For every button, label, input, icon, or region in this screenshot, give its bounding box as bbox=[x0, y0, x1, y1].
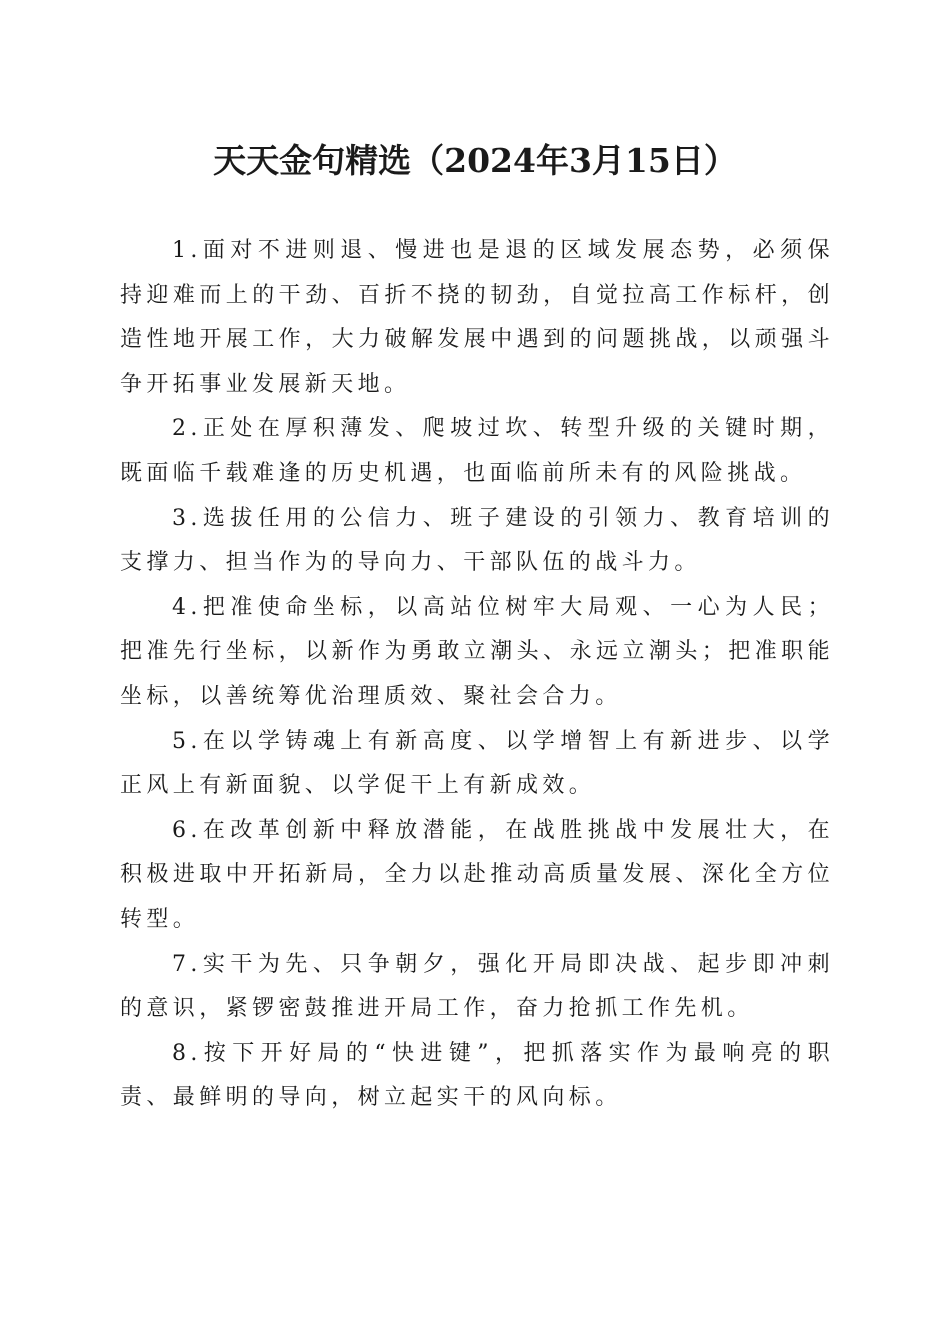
document-body bbox=[120, 229, 834, 1121]
quote-paragraph-3: 3.选拔任用的公信力、班子建设的引领力、教育培训的支撑力、担当作为的导向力、干部队伍的战斗力。 bbox=[120, 505, 834, 576]
quote-paragraph-1: 1.面对不进则退、慢进也是退的区域发展态势，必须保持迎难而上的干劲、百折不挠的韧劲，自觉拉高工作标杆，创造性地开展工作，大力破解发展中遇到的问题挑战，以顽强斗争开拓事业发展新天地。 bbox=[120, 238, 834, 397]
quote-paragraph-7: 7.实干为先、只争朝夕，强化开局即决战、起步即冲刺的意识，紧锣密鼓推进开局工作，奋力抢抓工作先机。 bbox=[120, 951, 834, 1022]
quote-paragraph-2: 2.正处在厚积薄发、爬坡过坎、转型升级的关键时期，既面临千载难逢的历史机遇，也面临前所未有的风险挑战。 bbox=[120, 416, 834, 486]
quote-paragraph-6: 6.在改革创新中释放潜能，在战胜挑战中发展壮大，在积极进取中开拓新局，全力以赴推动高质量发展、深化全方位转型。 bbox=[120, 817, 834, 932]
quote-paragraph-4: 4.把准使命坐标，以高站位树牢大局观、一心为人民；把准先行坐标，以新作为勇敢立潮头、永远立潮头；把准职能坐标，以善统筹优治理质效、聚社会合力。 bbox=[120, 594, 834, 709]
document-title: 天天金句精选（2024年3月15日） bbox=[213, 141, 737, 180]
quote-paragraph-8: 8.按下开好局的“快进键”，把抓落实作为最响亮的职责、最鲜明的导向，树立起实干的风向标。 bbox=[120, 1040, 834, 1111]
quote-paragraph-5: 5.在以学铸魂上有新高度、以学增智上有新进步、以学正风上有新面貌、以学促干上有新成效。 bbox=[120, 728, 834, 799]
